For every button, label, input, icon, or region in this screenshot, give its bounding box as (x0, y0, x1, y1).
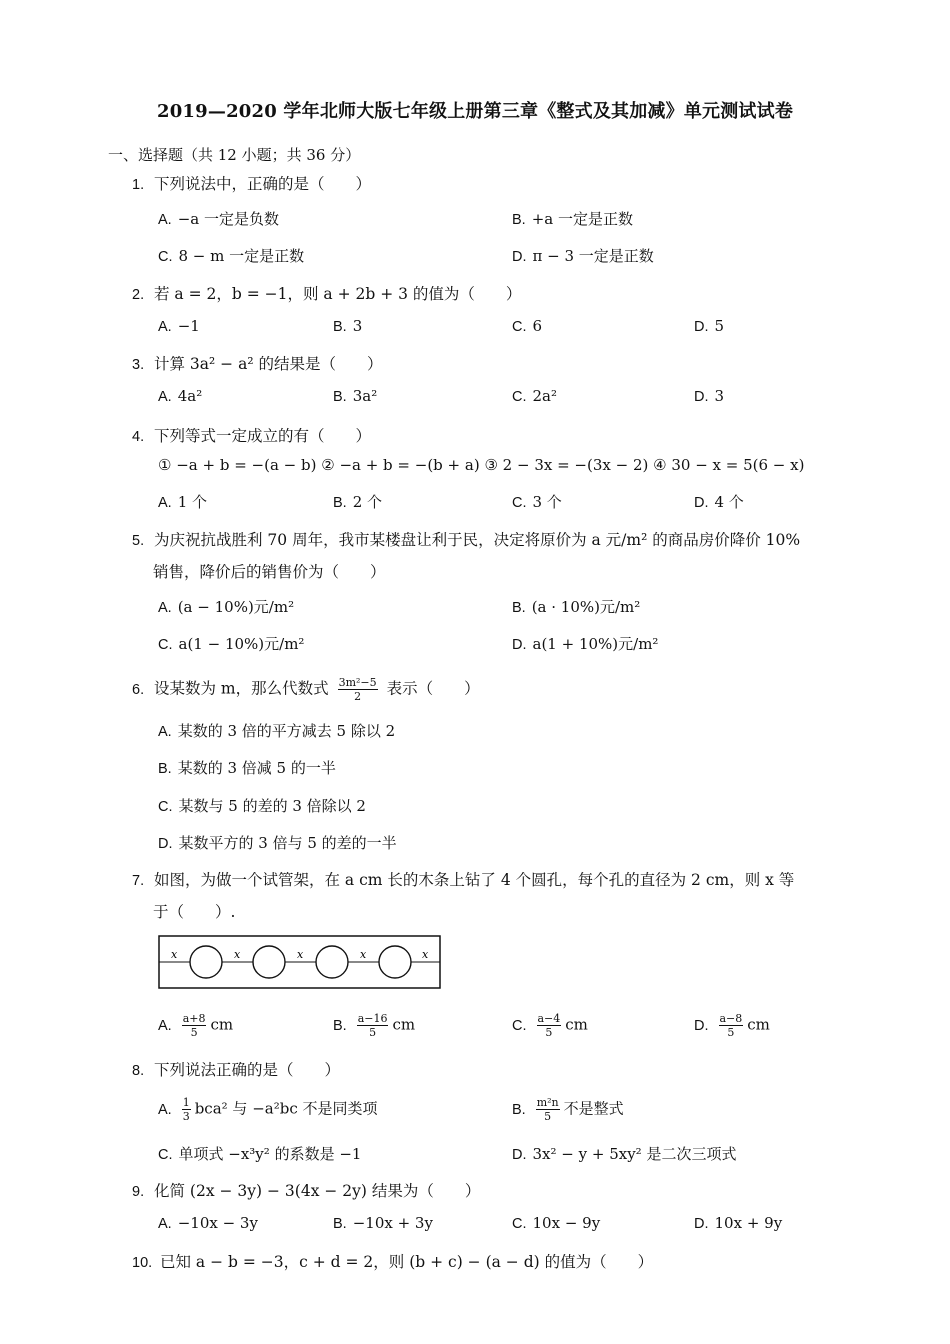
question-text-cont: 于（ ）. (153, 903, 236, 921)
question-2 (132, 282, 521, 304)
question-6 (132, 676, 480, 703)
question-9 (132, 1179, 480, 1201)
question-text: 计算 3a² − a² 的结果是（ ） (154, 355, 383, 373)
option-c: C. 8 − m 一定是正数 (158, 247, 305, 265)
hole-4 (379, 946, 411, 978)
option-a: A. $\frac{1}{3}$ bca² 与 −a²bc 不是同类项 (158, 1096, 378, 1123)
option-b: B. $\frac{a-16}{5}$ cm (333, 1012, 416, 1039)
option-b: B. +a 一定是正数 (512, 210, 633, 228)
gap-label: x (422, 948, 429, 961)
option-a: A. −a 一定是负数 (158, 210, 279, 228)
question-number: 3. (132, 357, 145, 373)
question-number: 2. (132, 287, 145, 303)
option-c: C. 10x − 9y (512, 1214, 601, 1232)
option-a: A. 1 个 (158, 493, 208, 511)
question-8 (132, 1058, 340, 1080)
page-title: 2019—2020 学年北师大版七年级上册第三章《整式及其加减》单元测试试卷 (156, 101, 794, 122)
option-a: A. −10x − 3y (158, 1214, 258, 1232)
option-d: D. 4 个 (694, 493, 744, 511)
question-text: 下列等式一定成立的有（ ） (154, 427, 372, 445)
gap-label: x (297, 948, 304, 961)
gap-label: x (171, 948, 178, 961)
question-1 (132, 172, 371, 194)
option-c: C. 2a² (512, 387, 557, 405)
option-a: A. 4a² (158, 387, 203, 405)
option-c: C. 6 (512, 317, 543, 335)
gap-label: x (360, 948, 367, 961)
option-d: D. 5 (694, 317, 725, 335)
question-7 (132, 868, 794, 890)
option-b: B. 某数的 3 倍减 5 的一半 (158, 759, 336, 777)
option-c: C. 3 个 (512, 493, 562, 511)
option-c: C. 某数与 5 的差的 3 倍除以 2 (158, 797, 366, 815)
hole-3 (316, 946, 348, 978)
hole-1 (190, 946, 222, 978)
question-text: 表示（ ） (386, 679, 480, 698)
option-d: D. $\frac{a-8}{5}$ cm (694, 1012, 770, 1039)
option-a: A. 某数的 3 倍的平方减去 5 除以 2 (158, 722, 396, 740)
question-number: 10. (132, 1255, 153, 1271)
option-d: D. 10x + 9y (694, 1214, 783, 1232)
option-d: D. a(1 + 10%)元/m² (512, 635, 659, 653)
question-text: 设某数为 m，那么代数式 (154, 679, 329, 698)
question-text: 为庆祝抗战胜利 70 周年，我市某楼盘让利于民，决定将原价为 a 元/m² 的商品房价降价 10% (154, 531, 801, 549)
question-4 (132, 424, 371, 446)
question-number: 7. (132, 873, 145, 889)
option-a: A. (a − 10%)元/m² (158, 598, 295, 616)
question-text: 如图，为做一个试管架，在 a cm 长的木条上钻了 4 个圆孔，每个孔的直径为 2 cm，则 x 等 (154, 871, 795, 889)
question-10 (132, 1250, 653, 1272)
option-b: B. 2 个 (333, 493, 383, 511)
question-text-cont: 销售，降价后的销售价为（ ） (153, 563, 386, 581)
test-tube-rack-figure (158, 934, 442, 990)
equation-list: ① −a + b = −(a − b) ② −a + b = −(b + a) ③ 2 − 3x = −(3x − 2) ④ 30 − x = 5(6 − x) (158, 456, 805, 474)
option-a: A. $\frac{a+8}{5}$ cm (158, 1012, 234, 1039)
section-heading: 一、选择题（共 12 小题；共 36 分） (108, 146, 361, 164)
option-b: B. −10x + 3y (333, 1214, 433, 1232)
option-c: C. 单项式 −x³y² 的系数是 −1 (158, 1145, 362, 1163)
option-d: D. 某数平方的 3 倍与 5 的差的一半 (158, 834, 397, 852)
question-number: 4. (132, 429, 145, 445)
question-number: 9. (132, 1184, 145, 1200)
question-text: 已知 a − b = −3，c + d = 2，则 (b + c) − (a − d) 的值为（ ） (160, 1253, 654, 1271)
option-d: D. π − 3 一定是正数 (512, 247, 654, 265)
question-number: 1. (132, 177, 145, 193)
question-3 (132, 352, 382, 374)
option-d: D. 3x² − y + 5xy² 是二次三项式 (512, 1145, 737, 1163)
question-text: 下列说法正确的是（ ） (154, 1061, 341, 1079)
option-d: D. 3 (694, 387, 725, 405)
question-text: 化简 (2x − 3y) − 3(4x − 2y) 结果为（ ） (154, 1182, 481, 1200)
question-number: 5. (132, 533, 145, 549)
question-5 (132, 528, 800, 550)
fraction: $\frac{\text{3m²−5}}{2}$ (338, 676, 377, 703)
option-c: C. $\frac{a-4}{5}$ cm (512, 1012, 588, 1039)
option-a: A. −1 (158, 317, 200, 335)
option-b: B. 3 (333, 317, 363, 335)
option-b: B. 3a² (333, 387, 378, 405)
hole-2 (253, 946, 285, 978)
question-text: 若 a = 2，b = −1，则 a + 2b + 3 的值为（ ） (154, 285, 522, 303)
option-c: C. a(1 − 10%)元/m² (158, 635, 305, 653)
option-b: B. $\frac{\text{m²n}}{5}$ 不是整式 (512, 1096, 624, 1123)
option-b: B. (a · 10%)元/m² (512, 598, 641, 616)
gap-label: x (234, 948, 241, 961)
question-number: 6. (132, 681, 145, 698)
question-number: 8. (132, 1063, 145, 1079)
question-text: 下列说法中，正确的是（ ） (154, 175, 372, 193)
